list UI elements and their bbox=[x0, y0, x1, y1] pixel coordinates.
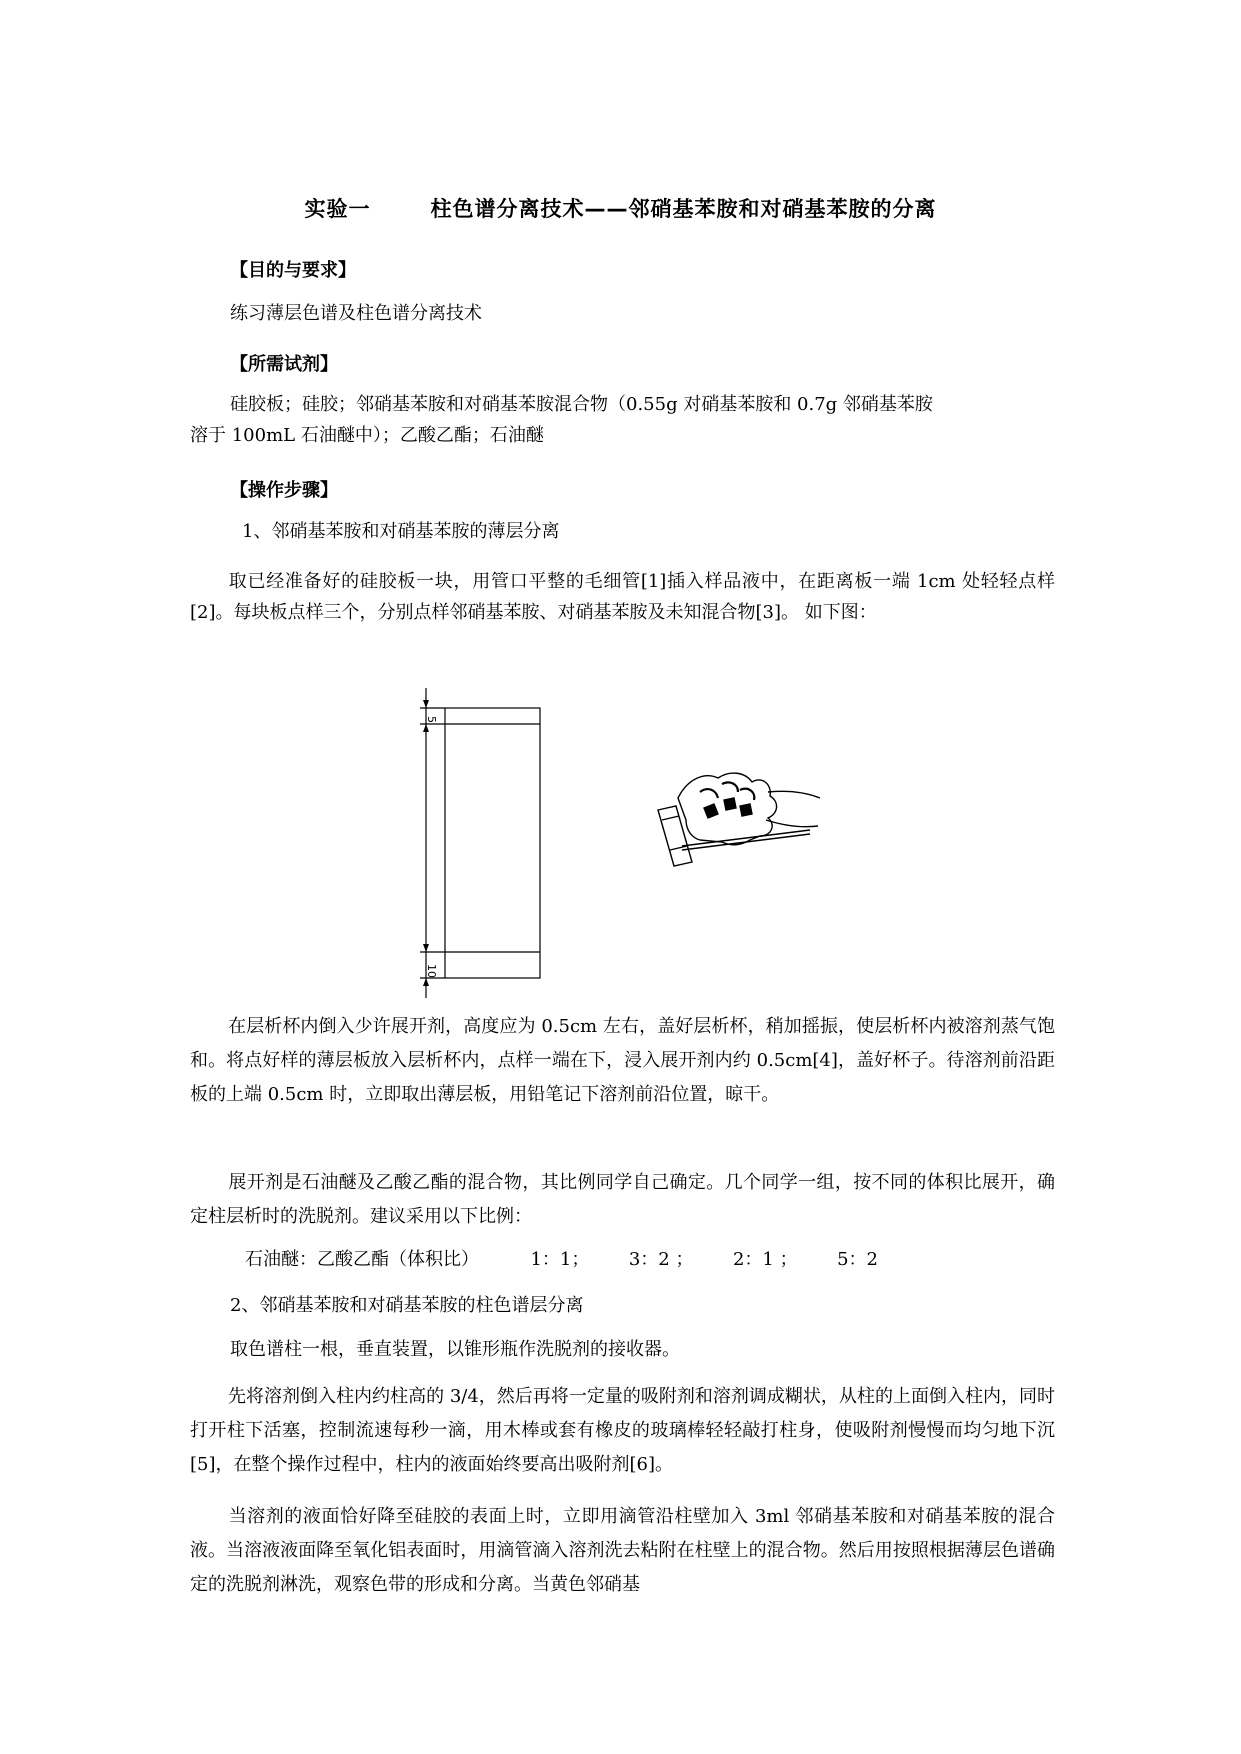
step2-paragraph1: 取色谱柱一根，垂直装置，以锥形瓶作洗脱剂的接收器。 bbox=[230, 1339, 680, 1360]
ratio-row bbox=[245, 1244, 878, 1275]
purpose-text: 练习薄层色谱及柱色谱分离技术 bbox=[230, 303, 482, 324]
step2-paragraph3: 当溶剂的液面恰好降至硅胶的表面上时，立即用滴管沿柱壁加入 3ml 邻硝基苯胺和对硝基苯胺的混合液。当溶液液面降至氧化铝表面时，用滴管滴入溶剂洗去粘附在柱壁上的混合物。然后用按照根据薄层色谱确定的洗脱剂淋洗，观察色带的形成和分离。当黄色邻硝基 bbox=[190, 1506, 1055, 1595]
capillary-tube bbox=[682, 830, 810, 846]
step1-paragraph3: 展开剂是石油醚及乙酸乙酯的混合物，其比例同学自己确定。几个同学一组，按不同的体积比展开，确定柱层析时的洗脱剂。建议采用以下比例： bbox=[190, 1172, 1055, 1227]
tlc-plate bbox=[445, 708, 540, 978]
reagents-line2: 溶于 100mL 石油醚中）；乙酸乙酯；石油醚 bbox=[190, 425, 544, 446]
tlc-figure bbox=[400, 680, 860, 1000]
page-title bbox=[0, 193, 1241, 223]
title-part1: 实验一 bbox=[304, 197, 371, 221]
ratio-2: 3：2 ； bbox=[628, 1249, 694, 1270]
title-part2: 柱色谱分离技术——邻硝基苯胺和对硝基苯胺的分离 bbox=[430, 197, 937, 221]
small-plate bbox=[658, 806, 692, 866]
dim-label-top: 5 bbox=[425, 716, 438, 723]
hand-spotting-illustration bbox=[658, 773, 820, 866]
step1-paragraph2: 在层析杯内倒入少许展开剂，高度应为 0.5cm 左右，盖好层析杯，稍加摇振，使层析杯内被溶剂蒸气饱和。将点好样的薄层板放入层析杯内，点样一端在下，浸入展开剂内约 0.5cm[4]，盖好杯子。待溶剂前沿距板的上端 0.5cm 时，立即取出薄层板，用铅笔记下溶剂前沿位置，晾干。 bbox=[190, 1016, 1055, 1105]
ratio-1: 1：1； bbox=[530, 1249, 590, 1270]
step1-title: 1、邻硝基苯胺和对硝基苯胺的薄层分离 bbox=[242, 521, 560, 542]
ratio-4: 5：2 bbox=[837, 1249, 878, 1270]
tlc-plate-diagram bbox=[420, 688, 540, 998]
heading-purpose: 【目的与要求】 bbox=[230, 260, 356, 281]
heading-procedure: 【操作步骤】 bbox=[230, 480, 338, 501]
heading-reagents: 【所需试剂】 bbox=[230, 354, 338, 375]
ratio-3: 2：1 ； bbox=[732, 1249, 798, 1270]
step2-paragraph2: 先将溶剂倒入柱内约柱高的 3/4，然后再将一定量的吸附剂和溶剂调成糊状，从柱的上面倒入柱内，同时打开柱下活塞，控制流速每秒一滴，用木棒或套有橡皮的玻璃棒轻轻敲打柱身，使吸附剂慢慢而均匀地下沉[5]，在整个操作过程中，柱内的液面始终要高出吸附剂[6]。 bbox=[190, 1386, 1055, 1475]
reagents-line1: 硅胶板；硅胶；邻硝基苯胺和对硝基苯胺混合物（0.55g 对硝基苯胺和 0.7g 邻硝基苯胺 bbox=[230, 394, 933, 415]
step2-title: 2、邻硝基苯胺和对硝基苯胺的柱色谱层分离 bbox=[230, 1295, 584, 1316]
dim-label-bottom: 10 bbox=[425, 964, 438, 978]
step1-paragraph1: 取已经准备好的硅胶板一块，用管口平整的毛细管[1]插入样品液中，在距离板一端 1cm 处轻轻点样[2]。每块板点样三个，分别点样邻硝基苯胺、对硝基苯胺及未知混合物[3]。 如下图： bbox=[190, 571, 1055, 623]
ratio-label: 石油醚：乙酸乙酯（体积比） bbox=[245, 1249, 479, 1270]
